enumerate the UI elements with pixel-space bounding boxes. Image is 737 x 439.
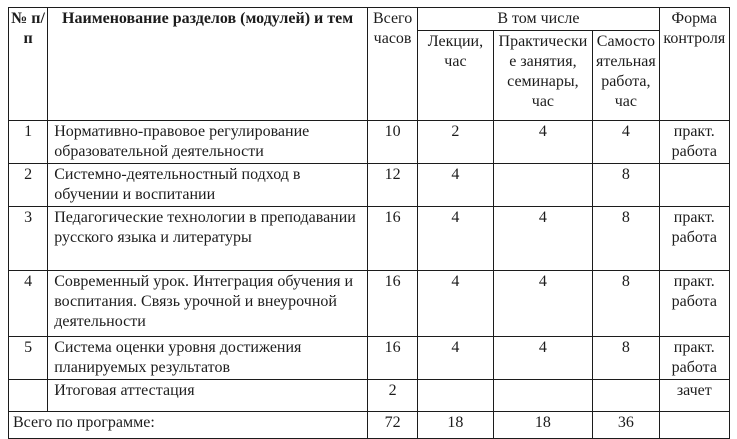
- row-practice-hours: [493, 380, 593, 412]
- row-number: 4: [9, 271, 48, 337]
- row-lecture-hours: 4: [418, 337, 493, 380]
- col-header-lecture-hours: Лекции, час: [418, 31, 493, 121]
- row-title: Педагогические технологии в преподавании русского языка и литературы: [48, 207, 368, 271]
- col-header-included-group: В том числе: [418, 8, 659, 31]
- footer-total-hours: 72: [367, 412, 417, 439]
- col-header-title: Наименование разделов (модулей) и тем: [48, 8, 368, 121]
- row-practice-hours: 4: [493, 121, 593, 164]
- table-row: [9, 164, 730, 207]
- row-total-hours: 2: [367, 380, 417, 412]
- col-header-selfwork-hours: Самостоятельная работа, час: [593, 31, 659, 121]
- table-row: [9, 121, 730, 164]
- row-practice-hours: 4: [493, 271, 593, 337]
- row-selfwork-hours: 4: [593, 121, 659, 164]
- row-title: Нормативно-правовое регулирование образовательной деятельности: [48, 121, 368, 164]
- row-total-hours: 16: [367, 207, 417, 271]
- table-footer-row: [9, 412, 730, 439]
- row-selfwork-hours: 8: [593, 207, 659, 271]
- row-selfwork-hours: 8: [593, 271, 659, 337]
- row-title: Системно-деятельностный подход в обучении и воспитании: [48, 164, 368, 207]
- row-title: Система оценки уровня достижения планируемых результатов: [48, 337, 368, 380]
- row-practice-hours: 4: [493, 207, 593, 271]
- row-number: [9, 380, 48, 412]
- table-row: [9, 271, 730, 337]
- footer-control-form: [659, 412, 729, 439]
- row-total-hours: 16: [367, 337, 417, 380]
- footer-total-label: Всего по программе:: [9, 412, 368, 439]
- footer-lecture-hours: 18: [418, 412, 493, 439]
- col-header-total-hours: Всего часов: [367, 8, 417, 121]
- row-control-form: зачет: [659, 380, 729, 412]
- row-control-form: практ. работа: [659, 207, 729, 271]
- table-row: [9, 380, 730, 412]
- row-title: Итоговая аттестация: [48, 380, 368, 412]
- row-number: 5: [9, 337, 48, 380]
- table-row: [9, 207, 730, 271]
- row-total-hours: 12: [367, 164, 417, 207]
- row-number: 1: [9, 121, 48, 164]
- footer-practice-hours: 18: [493, 412, 593, 439]
- row-control-form: практ. работа: [659, 337, 729, 380]
- row-practice-hours: 4: [493, 337, 593, 380]
- row-selfwork-hours: 8: [593, 337, 659, 380]
- row-selfwork-hours: [593, 380, 659, 412]
- table-row: [9, 337, 730, 380]
- col-header-practice-hours: Практические занятия, семинары, час: [493, 31, 593, 121]
- col-header-num: № п/п: [9, 8, 48, 121]
- row-number: 3: [9, 207, 48, 271]
- row-control-form: практ. работа: [659, 121, 729, 164]
- row-total-hours: 16: [367, 271, 417, 337]
- row-control-form: [659, 164, 729, 207]
- document-page: [8, 7, 730, 439]
- header-row-group: [9, 8, 730, 31]
- row-lecture-hours: 4: [418, 164, 493, 207]
- row-lecture-hours: 4: [418, 207, 493, 271]
- row-practice-hours: [493, 164, 593, 207]
- row-selfwork-hours: 8: [593, 164, 659, 207]
- row-control-form: практ. работа: [659, 271, 729, 337]
- row-total-hours: 10: [367, 121, 417, 164]
- col-header-control-form: Форма контроля: [659, 8, 729, 121]
- footer-selfwork-hours: 36: [593, 412, 659, 439]
- row-lecture-hours: 2: [418, 121, 493, 164]
- row-lecture-hours: 4: [418, 271, 493, 337]
- row-lecture-hours: [418, 380, 493, 412]
- row-number: 2: [9, 164, 48, 207]
- curriculum-table: [8, 7, 730, 439]
- row-title: Современный урок. Интеграция обучения и воспитания. Связь урочной и внеурочной деятельности: [48, 271, 368, 337]
